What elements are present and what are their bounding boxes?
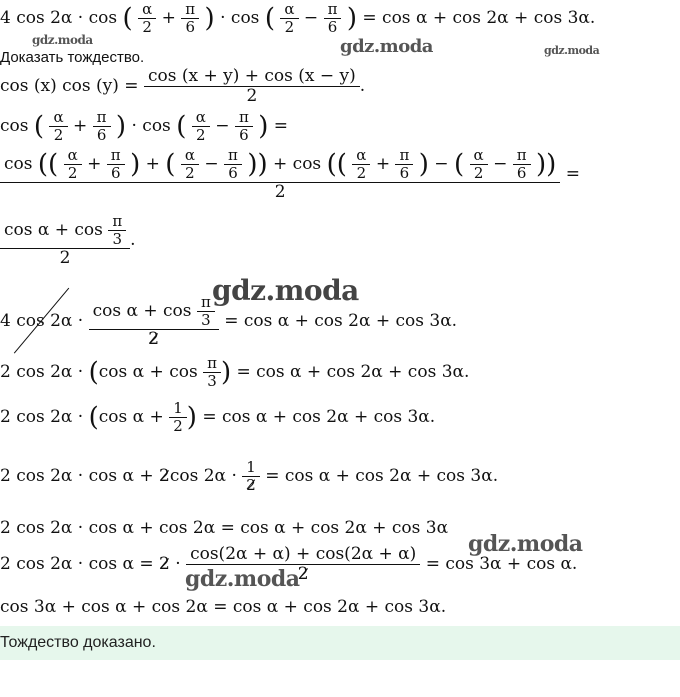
fraction [91,295,217,348]
numerator [2,148,558,182]
denominator: 3 [108,230,126,247]
paren: (( [326,149,347,180]
term: 2 cos 2α · [0,407,84,427]
numerator: cos (x + y) + cos (x − y) [147,66,356,86]
denominator: 6 [513,164,531,181]
conclusion-banner [0,626,680,660]
denominator: 6 [235,126,253,143]
watermark: gdz.moda [185,566,300,592]
numerator: α [195,108,206,126]
term: cos α + cos [98,362,198,382]
operator: − [493,154,508,174]
operator: + [145,154,160,174]
denominator: 2 [64,164,82,181]
term: cos [4,154,33,174]
term: cos (x) cos (y) = [0,76,139,96]
numerator: 1 [246,458,256,476]
denominator: 6 [181,18,199,35]
numerator [91,295,217,329]
fraction [472,148,486,181]
denominator: 2 [169,417,187,434]
fraction [515,148,529,181]
term: cos [230,8,260,28]
cancelled-two: 2 [246,476,256,494]
numerator: π [185,0,196,18]
operator: − [303,8,319,28]
paren: ) [115,111,127,142]
rhs: = cos α + cos 2α + cos 3α. [202,407,436,427]
numerator: π [516,146,527,164]
term: cos [0,116,29,136]
paren: ( [33,111,45,142]
fraction [194,110,208,143]
fraction [354,148,368,181]
paren: ( [122,3,133,34]
fraction [205,356,219,389]
denominator: 2 [280,18,298,35]
term: 2 cos 2α · cos α = [0,554,154,574]
expansion-line [0,110,288,143]
fraction [226,148,240,181]
step-line [0,460,498,493]
paren: ( [176,111,187,142]
paren: ) [418,149,429,180]
fraction [51,110,65,143]
numerator: α [284,0,295,18]
numerator: cos(2α + α) + cos(2α + α) [190,544,417,564]
denominator: 2 [0,182,560,201]
fraction [2,148,558,201]
numerator: α [53,108,64,126]
denominator: 2 [144,86,360,105]
rhs: = cos α + cos 2α + cos 3α. [236,362,470,382]
watermark: gdz.moda [32,33,93,47]
operator: = [273,116,289,136]
fraction [171,401,185,434]
watermark: gdz.moda [340,36,433,57]
fraction [237,110,251,143]
denominator: 3 [203,372,221,389]
fraction [110,214,124,247]
term: cos α + cos [4,220,103,240]
fraction [146,68,358,105]
numerator: α [356,146,367,164]
conclusion-text: Тождество доказано. [0,634,156,651]
numerator: π [238,108,249,126]
operator: + [273,154,288,174]
final-step-line: cos 3α + cos α + cos 2α = cos α + cos 2α + cos 3α. [0,597,447,617]
watermark: gdz.moda [212,274,359,307]
paren: ) [186,402,197,433]
operator: · [220,8,226,28]
numerator [2,214,128,248]
operator: + [87,154,102,174]
rhs: = cos α + cos 2α + cos 3α. [265,466,499,486]
step-line [0,401,435,434]
operator: + [73,116,88,136]
numerator: α [473,146,484,164]
numerator: π [207,354,217,372]
term: 2 cos 2α · cos α + [0,466,154,486]
substitution-line [0,295,457,348]
fraction [199,295,213,328]
term: 4 cos 2α · [0,8,84,28]
numerator: π [112,212,123,230]
rhs: = cos α + cos 2α + cos 3α. [224,311,458,331]
term: 2 cos 2α · [0,362,84,382]
operator: + [161,8,176,28]
paren: ) [258,111,269,142]
paren: ( [88,402,99,433]
simplified-fraction [0,214,136,267]
paren: ) [346,3,357,34]
denominator: 2 [192,126,210,143]
cancelled-two: 2 [159,554,170,574]
paren: (( [37,149,59,180]
denominator: 6 [93,126,111,143]
denominator: 6 [324,18,342,35]
numerator: π [110,146,121,164]
operator: = [565,164,580,184]
cancelled-two: 2 [297,564,309,584]
product-to-sum-formula [0,68,365,105]
paren: ( [165,149,176,180]
task-label: Доказать тождество. [0,49,145,66]
step-line: 2 cos 2α · cos α + cos 2α = cos α + cos 2α + cos 3α [0,518,449,538]
numerator: π [228,146,238,164]
paren: ) [220,357,232,388]
rhs: = cos 3α + cos α. [425,554,578,574]
operator: − [204,154,219,174]
operator: + [375,154,391,174]
term: cos α + cos [92,301,192,321]
fraction [140,2,154,35]
paren: ) [204,3,215,34]
term: cos [292,154,322,174]
numerator: π [96,108,107,126]
denominator: 6 [224,164,242,181]
fraction [183,148,197,181]
fraction [95,110,109,143]
denominator: 2 [181,164,199,181]
paren: ) [130,149,141,180]
numerator: π [200,293,211,311]
denominator: 2 [138,18,156,35]
rhs: = cos α + cos 2α + cos 3α. [362,8,596,28]
denominator [89,329,219,348]
numerator: α [184,146,195,164]
cancelled-two: 2 [159,466,170,486]
numerator: 1 [173,399,183,417]
paren: )) [247,149,268,180]
paren: )) [535,149,557,180]
term: cos [142,116,171,136]
denominator: 2 [49,126,67,143]
numerator: π [399,146,410,164]
fraction [326,2,340,35]
denominator: 2 [0,248,130,267]
numerator: α [67,146,78,164]
operator: · [175,554,181,574]
term: cos 2α · [169,466,237,486]
denominator: 6 [107,164,125,181]
denominator: 3 [197,311,215,328]
identity-statement [0,2,595,35]
step-line [0,356,469,389]
paren: ( [453,149,465,180]
fraction [397,148,411,181]
operator: − [434,154,449,174]
period: . [359,76,366,96]
watermark: gdz.moda [544,44,600,57]
fraction [109,148,123,181]
denominator: 6 [395,164,413,181]
fraction [244,460,258,493]
operator: · [131,116,137,136]
paren: ( [88,357,99,388]
operator: − [215,116,230,136]
term: cos α + [98,407,164,427]
paren: ( [264,3,275,34]
fraction [66,148,80,181]
fraction [2,214,128,267]
denominator: 2 [470,164,488,181]
term: 4 cos 2α · [0,311,84,331]
numerator: α [142,0,153,18]
fraction [282,2,296,35]
cancelled-two: 2 [148,329,160,349]
numerator: π [327,0,338,18]
expanded-fraction [0,148,580,201]
period: . [130,230,136,250]
denominator: 2 [352,164,370,181]
fraction [183,2,197,35]
term: cos [88,8,118,28]
denominator [242,476,260,493]
watermark: gdz.moda [468,531,583,557]
